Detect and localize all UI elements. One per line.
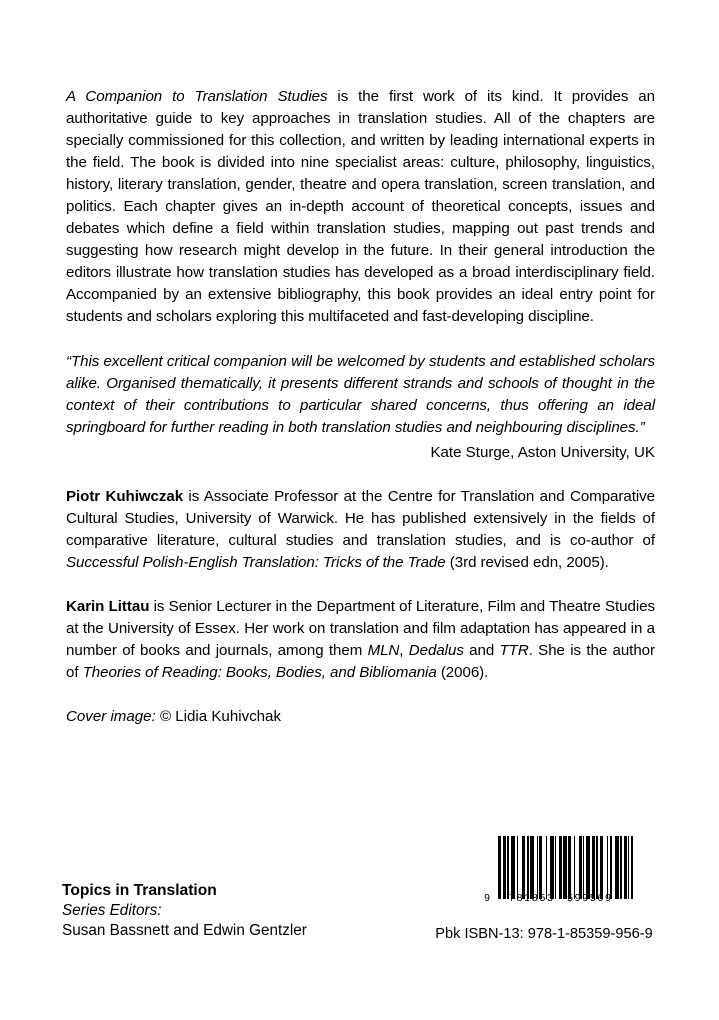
barcode-digit: 8: [531, 892, 538, 904]
author-bio-littau: [66, 596, 655, 684]
cover-image-credit: [66, 706, 655, 728]
barcode-digit: 9: [484, 892, 490, 904]
series-title: Topics in Translation: [62, 882, 217, 899]
paragraph-spacer: [66, 574, 655, 596]
barcode: [478, 836, 650, 916]
series-editors-names: Susan Bassnett and Edwin Gentzler: [62, 922, 307, 939]
author-name-kuhiwczak: Piotr Kuhiwczak: [66, 487, 184, 505]
review-attribution: Kate Sturge, Aston University, UK: [430, 443, 655, 461]
author-name-littau: Karin Littau: [66, 597, 150, 615]
barcode-digit: 5: [567, 892, 573, 904]
barcode-digit: 3: [547, 892, 553, 904]
journal-dedalus: Dedalus: [408, 642, 464, 660]
bio-text-middle: . She is the author of: [66, 642, 655, 682]
barcode-digits: [478, 891, 650, 905]
isbn-line: Pbk ISBN-13: 978-1-85359-956-9: [435, 926, 653, 942]
journal-ttr: TTR: [499, 642, 529, 660]
bio-text-before-work: is Associate Professor at the Centre for Translation and Comparative Cultural Studies, University of Warwick. He has published extensively in the fields of comparative literature, cultural studies and translation studies, and is co-author of: [66, 487, 655, 549]
paragraph-spacer: [66, 464, 655, 486]
cover-image-artist: © Lidia Kuhivchak: [155, 708, 281, 726]
barcode-digit: 9: [582, 892, 589, 904]
series-editors-label: Series Editors:: [62, 902, 162, 919]
paragraph-spacer: [66, 684, 655, 706]
barcode-digit: 5: [539, 892, 546, 904]
series-info-block: [62, 881, 392, 941]
review-quote: “This excellent critical companion will be welcomed by students and established scholars alike. Organised thematically, it presents different strands and schools of thought in the context of their contributions to particular shared concerns, thus offering an ideal springboard for further reading in both translation studies and neighbouring disciplines.”: [66, 352, 655, 436]
blurb-paragraph: [66, 86, 655, 329]
journal-separator: and: [463, 642, 500, 660]
barcode-bars: [498, 836, 646, 899]
barcode-digit: 9: [605, 892, 611, 904]
barcode-bar: [631, 836, 634, 899]
barcode-digit: 7: [509, 892, 515, 904]
paragraph-spacer: [66, 329, 655, 351]
cover-image-label: Cover image:: [66, 708, 156, 726]
blurb-paragraph-text: is the first work of its kind. It provides an authoritative guide to key approaches in translation studies. All of the chapters are specially commissioned for this collection, and written by leading international experts in the field. The book is divided into nine specialist areas: culture, philosophy, linguistics, history, literary translation, gender, theatre and opera translation, screen translation, and politics. Each chapter gives an in-depth account of theoretical concepts, issues and debates which define a field within translation studies, mapping out past trends and suggesting how research might develop in the future. In their general introduction the editors illustrate how translation studies has developed as a broad interdisciplinary field. Accompanied by an extensive bibliography, this book provides an ideal entry point for students and scholars exploring this multifaceted and fast-developing discipline.: [66, 88, 655, 326]
bio-text-after-work: (3rd revised edn, 2005).: [445, 553, 609, 571]
work-title-italic: Theories of Reading: Books, Bodies, and Bibliomania: [82, 664, 437, 682]
barcode-digit: 9: [574, 892, 581, 904]
bio-text-before-work: is Senior Lecturer in the Department of Literature, Film and Theatre Studies at the University of Essex. Her work on translation and film adaptation has appeared in a number of books and journals, among them: [66, 597, 655, 660]
journal-mln: MLN: [367, 642, 400, 660]
barcode-digit: 8: [516, 892, 523, 904]
journal-separator: ,: [399, 642, 409, 660]
barcode-digit: 5: [589, 892, 596, 904]
main-text-column: [66, 86, 655, 728]
bio-text-after-work: (2006).: [436, 664, 489, 682]
work-title-italic: Successful Polish-English Translation: Tricks of the Trade: [66, 553, 446, 571]
book-title-italic: A Companion to Translation Studies: [66, 88, 328, 105]
barcode-digit: 1: [524, 892, 531, 904]
author-bio-kuhiwczak: [66, 486, 655, 574]
barcode-digit: 6: [597, 892, 604, 904]
